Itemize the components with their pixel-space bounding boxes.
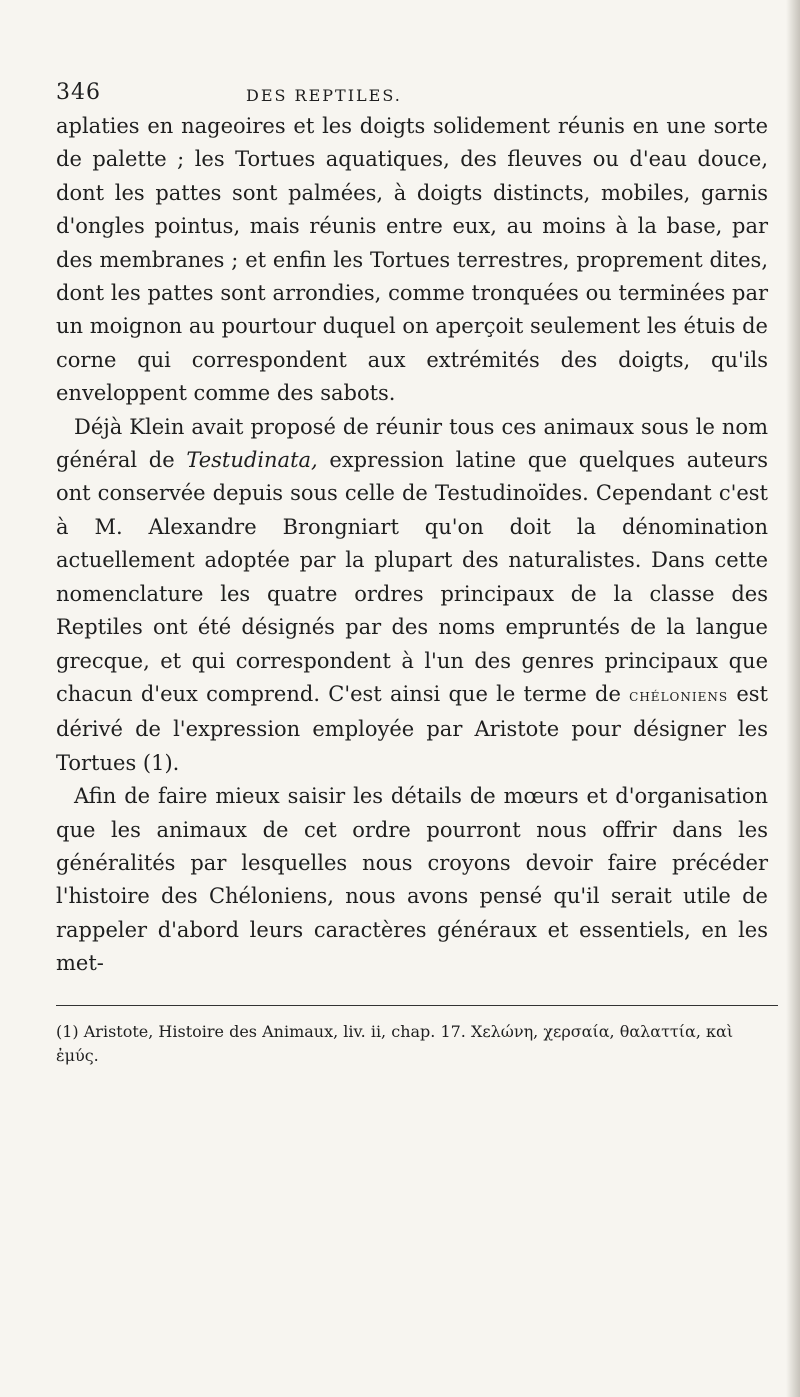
paragraph	[56, 110, 768, 411]
footnote	[56, 1020, 778, 1068]
page-header	[56, 80, 776, 110]
paragraph	[56, 780, 768, 980]
page-edge-shadow	[786, 0, 800, 1397]
text-run: expression latine que quelques auteurs ont conservée depuis sous celle de Testudinoïdes. Cependant c'est à M. Alexandre Brongniart qu'on doit la dénomination actuellement adoptée par la plupart des naturalistes. Dans cette nomenclature les quatre ordres principaux de la classe des Reptiles ont été désignés par des noms empruntés de la langue grecque, et qui correspondent à l'un des genres principaux que chacun d'eux comprend. C'est ainsi que le terme de	[56, 448, 768, 706]
text-run: Afin de faire mieux saisir les détails de mœurs et d'organisation que les animaux de cet ordre pourront nous offrir dans les généralités par lesquelles nous croyons devoir faire précéder l'histoire des Chéloniens, nous avons pensé qu'il serait utile de rappeler d'abord leurs caractères généraux et essentiels, en les met-	[56, 784, 768, 976]
footnote-rule	[56, 1005, 778, 1006]
small-caps-term: chéloniens	[629, 685, 729, 706]
running-head: DES REPTILES.	[246, 86, 402, 105]
footnote-text: (1) Aristote, Histoire des Animaux, liv. ii, chap. 17. Χελώνη, χερσαία, θαλαττία, καὶ ἐμύς.	[56, 1022, 734, 1065]
page-number: 346	[56, 80, 101, 105]
text-run: aplaties en nageoires et les doigts solidement réunis en une sorte de palette ; les Tortues aquatiques, des fleuves ou d'eau douce, dont les pattes sont palmées, à doigts distincts, mobiles, garnis d'ongles pointus, mais réunis entre eux, au moins à la base, par des membranes ; et enfin les Tortues terrestres, proprement dites, dont les pattes sont arrondies, comme tronquées ou terminées par un moignon au pourtour duquel on aperçoit seulement les étuis de corne qui correspondent aux extrémités des doigts, qu'ils enveloppent comme des sabots.	[56, 114, 768, 406]
body-text	[56, 110, 768, 981]
text-run: Déjà Klein avait proposé de réunir tous ces animaux sous le nom général de	[56, 414, 768, 473]
paragraph	[56, 411, 768, 780]
italic-term: Testudinata,	[186, 448, 318, 473]
text-run: est dérivé de l'expression employée par Aristote pour désigner les Tortues (1).	[56, 681, 768, 775]
